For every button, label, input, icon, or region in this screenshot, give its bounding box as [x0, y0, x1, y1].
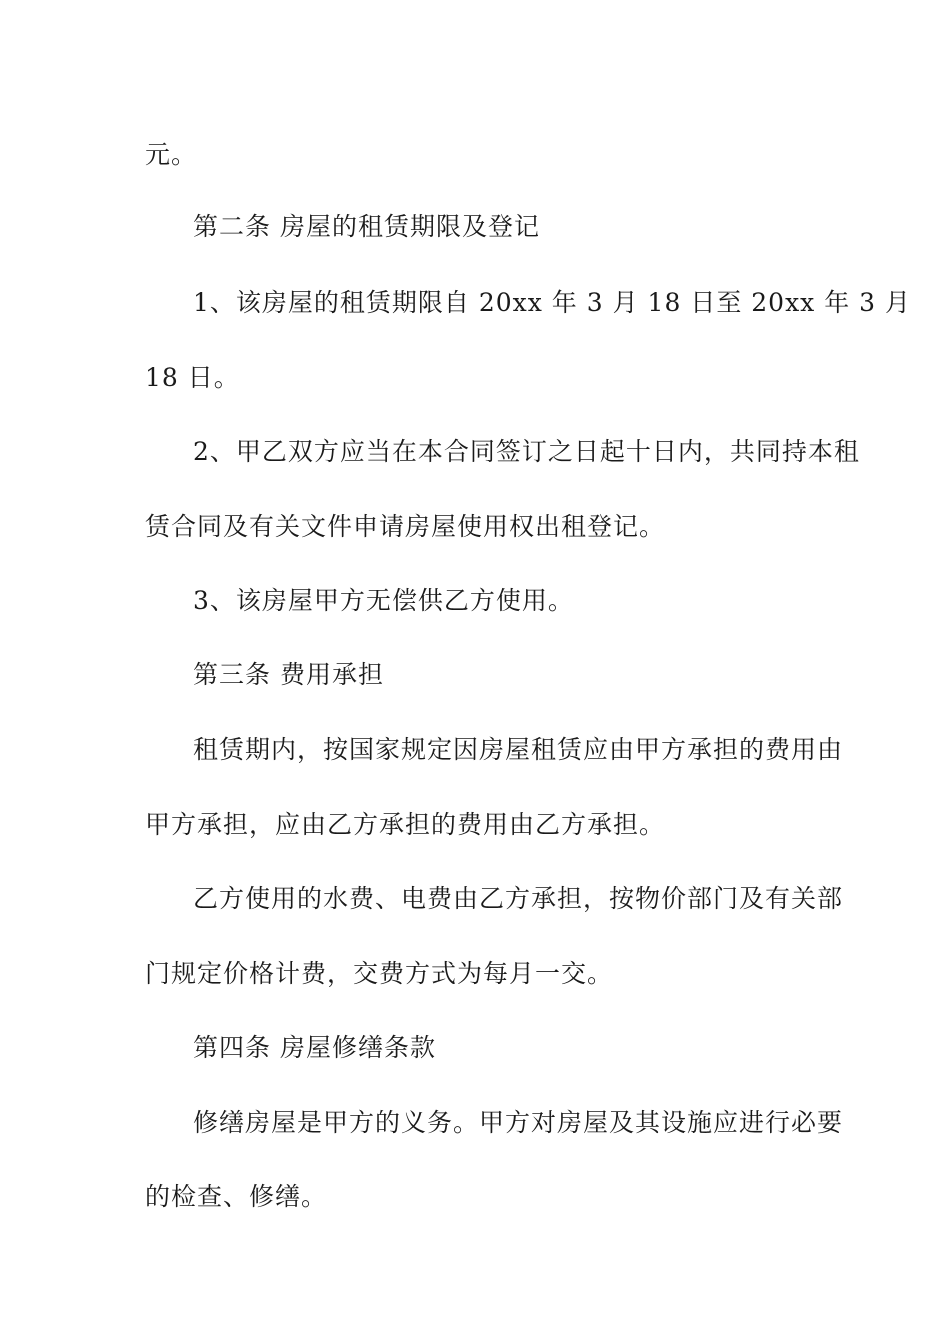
- article-3-heading: 第三条 费用承担: [193, 660, 384, 689]
- article-3-para-1: 租赁期内，按国家规定因房屋租赁应由甲方承担的费用由: [193, 735, 844, 764]
- article-3-para-2: 乙方使用的水费、电费由乙方承担，按物价部门及有关部: [193, 884, 844, 913]
- article-3-para-2-cont: 门规定价格计费，交费方式为每月一交。: [145, 959, 614, 988]
- article-4-heading: 第四条 房屋修缮条款: [193, 1033, 436, 1062]
- article-2-clause-3: 3、该房屋甲方无偿供乙方使用。: [193, 586, 574, 615]
- article-2-clause-2: 2、甲乙双方应当在本合同签订之日起十日内，共同持本租: [193, 437, 860, 466]
- text-line-continuation: 元。: [145, 140, 198, 169]
- article-2-clause-1-cont: 18 日。: [145, 363, 240, 392]
- article-4-para-1: 修缮房屋是甲方的义务。甲方对房屋及其设施应进行必要: [193, 1108, 844, 1137]
- article-2-heading: 第二条 房屋的租赁期限及登记: [193, 212, 540, 241]
- article-4-para-1-cont: 的检查、修缮。: [145, 1182, 328, 1211]
- article-3-para-1-cont: 甲方承担，应由乙方承担的费用由乙方承担。: [145, 810, 666, 839]
- article-2-clause-1: 1、该房屋的租赁期限自 20xx 年 3 月 18 日至 20xx 年 3 月: [193, 288, 912, 317]
- article-2-clause-2-cont: 赁合同及有关文件申请房屋使用权出租登记。: [145, 512, 666, 541]
